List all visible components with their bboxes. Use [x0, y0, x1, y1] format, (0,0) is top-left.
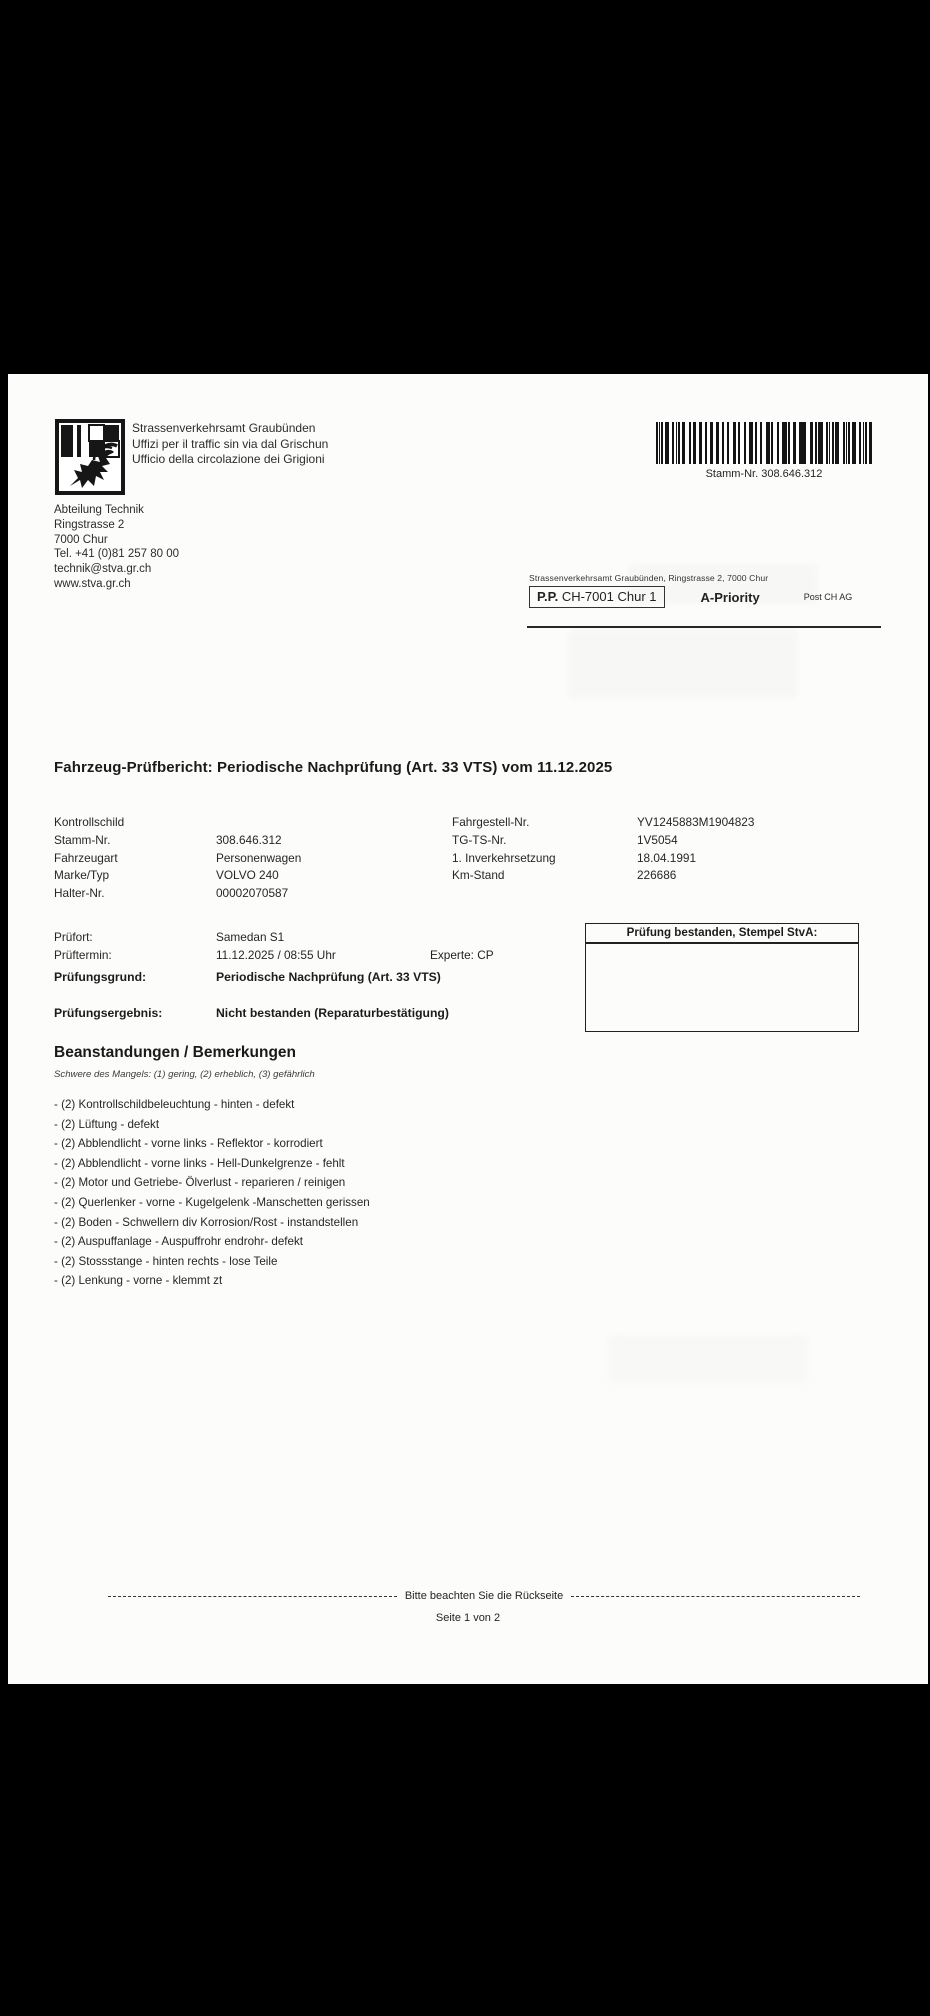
address-line: 7000 Chur — [54, 533, 108, 546]
address-line: Ringstrasse 2 — [54, 518, 125, 531]
mail-zone-rule — [527, 626, 881, 628]
pruefort-value: Samedan S1 — [216, 930, 285, 944]
address-line: Tel. +41 (0)81 257 80 00 — [54, 548, 179, 561]
field-value: 18.04.1991 — [637, 850, 697, 865]
pp-frank-box — [529, 586, 665, 608]
stamp-box — [585, 923, 859, 1032]
report-title: Fahrzeug-Prüfbericht: Periodische Nachprüfung (Art. 33 VTS) vom 11.12.2025 — [54, 759, 613, 776]
pruefungsergebnis-value: Nicht bestanden (Reparaturbestätigung) — [216, 1006, 449, 1020]
field-value: 308.646.312 — [216, 832, 282, 847]
prueftermin-value: 11.12.2025 / 08:55 Uhr — [216, 948, 336, 962]
footer-dash-line — [571, 1596, 860, 1597]
page-number: Seite 1 von 2 — [435, 1612, 501, 1624]
scanned-document-page — [8, 374, 928, 1684]
field-value: 1V5054 — [637, 832, 678, 847]
carrier-label: Post CH AG — [803, 592, 853, 602]
footer-note-row — [108, 1590, 860, 1602]
defect-item: - (2) Stossstange - hinten rechts - lose Teile — [54, 1254, 278, 1268]
scan-artifact — [608, 1334, 808, 1384]
field-value: YV1245883M1904823 — [637, 815, 755, 829]
field-value: 00002070587 — [216, 886, 289, 901]
pruefort-label: Prüfort: — [54, 930, 93, 944]
field-label: TG-TS-Nr. — [452, 832, 507, 847]
defect-item: - (2) Kontrollschildbeleuchtung - hinten - defekt — [54, 1098, 295, 1111]
defect-item: - (2) Boden - Schwellern div Korrosion/Rost - instandstellen — [54, 1215, 359, 1229]
pruefungsgrund-label: Prüfungsgrund: — [54, 970, 147, 984]
field-value — [637, 885, 894, 903]
prueftermin-label: Prüftermin: — [54, 948, 112, 962]
sender-address-block — [54, 503, 179, 592]
mail-sender-line: Strassenverkehrsamt Graubünden, Ringstrasse 2, 7000 Chur — [529, 573, 769, 583]
address-line: technik@stva.gr.ch — [54, 563, 152, 576]
field-label: Fahrzeugart — [54, 850, 118, 865]
mail-priority-row — [529, 586, 852, 608]
pruefungsergebnis-label: Prüfungsergebnis: — [54, 1006, 163, 1020]
severity-note: Schwere des Mangels: (1) gering, (2) erheblich, (3) gefährlich — [54, 1069, 315, 1080]
defect-item: - (2) Lüftung - defekt — [54, 1117, 160, 1131]
defect-item: - (2) Auspuffanlage - Auspuffrohr endrohr- defekt — [54, 1235, 303, 1249]
field-value — [216, 814, 452, 832]
defects-heading: Beanstandungen / Bemerkungen — [54, 1044, 297, 1061]
field-label: Km-Stand — [452, 868, 505, 883]
field-label: Stamm-Nr. — [54, 832, 111, 847]
barcode-label: Stamm-Nr. 308.646.312 — [705, 468, 823, 480]
field-value: 226686 — [637, 868, 677, 883]
field-value: VOLVO 240 — [216, 868, 279, 883]
footer-note: Bitte beachten Sie die Rückseite — [404, 1590, 564, 1602]
experte-value: Experte: CP — [430, 948, 494, 962]
defect-item: - (2) Motor und Getriebe- Ölverlust - reparieren / reinigen — [54, 1176, 346, 1190]
graubuenden-coat-of-arms-icon — [54, 418, 126, 496]
barcode-icon — [656, 422, 872, 464]
org-name-block — [132, 421, 328, 468]
pp-place: CH-7001 Chur 1 — [558, 589, 657, 604]
address-line: Abteilung Technik — [54, 504, 144, 516]
field-label: 1. Inverkehrsetzung — [452, 850, 556, 865]
barcode-block — [656, 422, 872, 480]
org-line: Strassenverkehrsamt Graubünden — [132, 421, 316, 435]
field-value: Personenwagen — [216, 850, 302, 865]
scan-artifact — [568, 629, 798, 699]
field-label: Halter-Nr. — [54, 886, 105, 901]
stamp-box-title: Prüfung bestanden, Stempel StvA: — [586, 924, 858, 944]
field-label: Marke/Typ — [54, 868, 110, 883]
pp-label: P.P. — [537, 589, 559, 604]
priority-label: A-Priority — [700, 589, 760, 605]
defect-item: - (2) Querlenker - vorne - Kugelgelenk -Manschetten gerissen — [54, 1195, 370, 1209]
address-line: www.stva.gr.ch — [54, 577, 131, 590]
defect-item: - (2) Abblendlicht - vorne links - Hell-Dunkelgrenze - fehlt — [54, 1156, 345, 1170]
field-label: Kontrollschild — [54, 815, 125, 829]
defect-item: - (2) Abblendlicht - vorne links - Reflektor - korrodiert — [54, 1137, 323, 1151]
field-label — [452, 885, 637, 903]
defects-list — [54, 1095, 370, 1291]
footer-dash-line — [108, 1596, 397, 1597]
defect-item: - (2) Lenkung - vorne - klemmt zt — [54, 1274, 223, 1288]
pruefungsgrund-value: Periodische Nachprüfung (Art. 33 VTS) — [216, 970, 441, 984]
org-line: Ufficio della circolazione dei Grigioni — [132, 452, 325, 466]
vehicle-data-grid — [54, 814, 894, 903]
org-line: Uffizi per il traffic sin via dal Grischun — [132, 436, 329, 451]
field-label: Fahrgestell-Nr. — [452, 815, 530, 829]
